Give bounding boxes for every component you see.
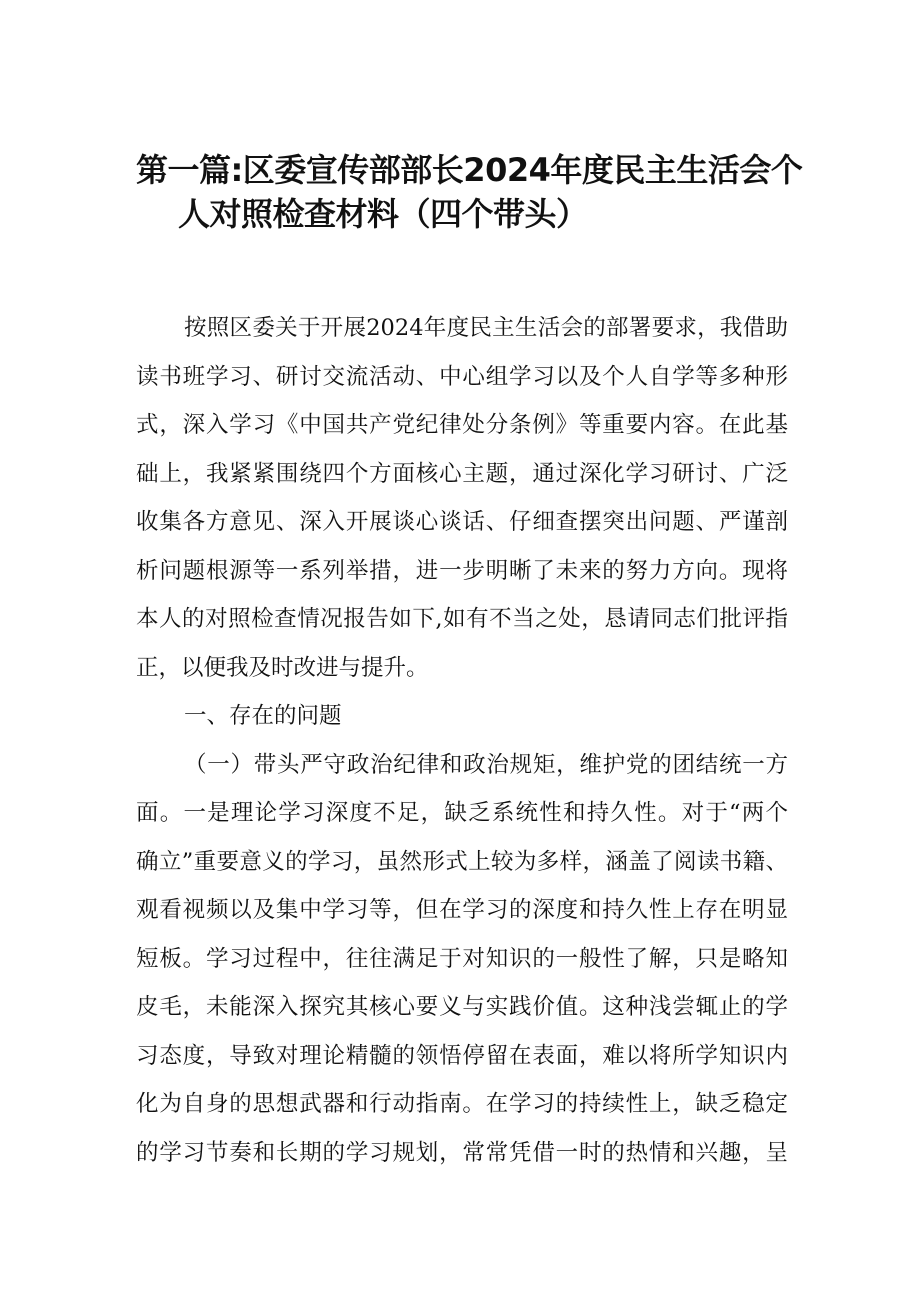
title-line-2: 人对照检查材料（四个带头） (178, 195, 588, 233)
intro-paragraph (136, 304, 788, 692)
text-line: 式，深入学习《中国共产党纪律处分条例》等重要内容。在此基 (136, 412, 788, 438)
text-line: 皮毛，未能深入探究其核心要义与实践价值。这种浅尝辄止的学 (136, 994, 788, 1020)
text-line: 确立”重要意义的学习，虽然形式上较为多样，涵盖了阅读书籍、 (136, 848, 788, 875)
text-line: 正，以便我及时改进与提升。 (136, 654, 429, 681)
text-line: （一）带头严守政治纪律和政治规矩，维护党的团结统一方 (184, 751, 788, 778)
document-body (136, 304, 788, 1177)
section-paragraph (136, 741, 788, 1178)
text-line: 收集各方意见、深入开展谈心谈话、仔细查摆突出问题、严谨剖 (136, 509, 788, 535)
section-heading: 一、存在的问题 (184, 703, 342, 729)
title-line-1: 第一篇:区委宣传部部长2024年度民主生活会个 (136, 151, 803, 189)
text-line: 础上，我紧紧围绕四个方面核心主题，通过深化学习研讨、广泛 (136, 460, 788, 487)
text-line: 本人的对照检查情况报告如下,如有不当之处，恳请同志们批评指 (136, 606, 788, 632)
text-line: 习态度，导致对理论精髓的领悟停留在表面，难以将所学知识内 (136, 1042, 788, 1069)
text-line: 析问题根源等一系列举措，进一步明晰了未来的努力方向。现将 (136, 557, 788, 584)
text-line: 面。一是理论学习深度不足，缺乏系统性和持久性。对于“两个 (136, 800, 788, 826)
text-line: 短板。学习过程中，往往满足于对知识的一般性了解，只是略知 (136, 945, 788, 972)
text-line: 按照区委关于开展2024年度民主生活会的部署要求，我借助 (184, 315, 788, 341)
text-line: 读书班学习、研讨交流活动、中心组学习以及个人自学等多种形 (136, 363, 788, 390)
text-line: 的学习节奏和长期的学习规划，常常凭借一时的热情和兴趣，呈 (136, 1139, 788, 1166)
document-title (136, 148, 816, 236)
text-line: 观看视频以及集中学习等，但在学习的深度和持久性上存在明显 (136, 897, 788, 923)
text-line: 化为自身的思想武器和行动指南。在学习的持续性上，缺乏稳定 (136, 1091, 788, 1117)
